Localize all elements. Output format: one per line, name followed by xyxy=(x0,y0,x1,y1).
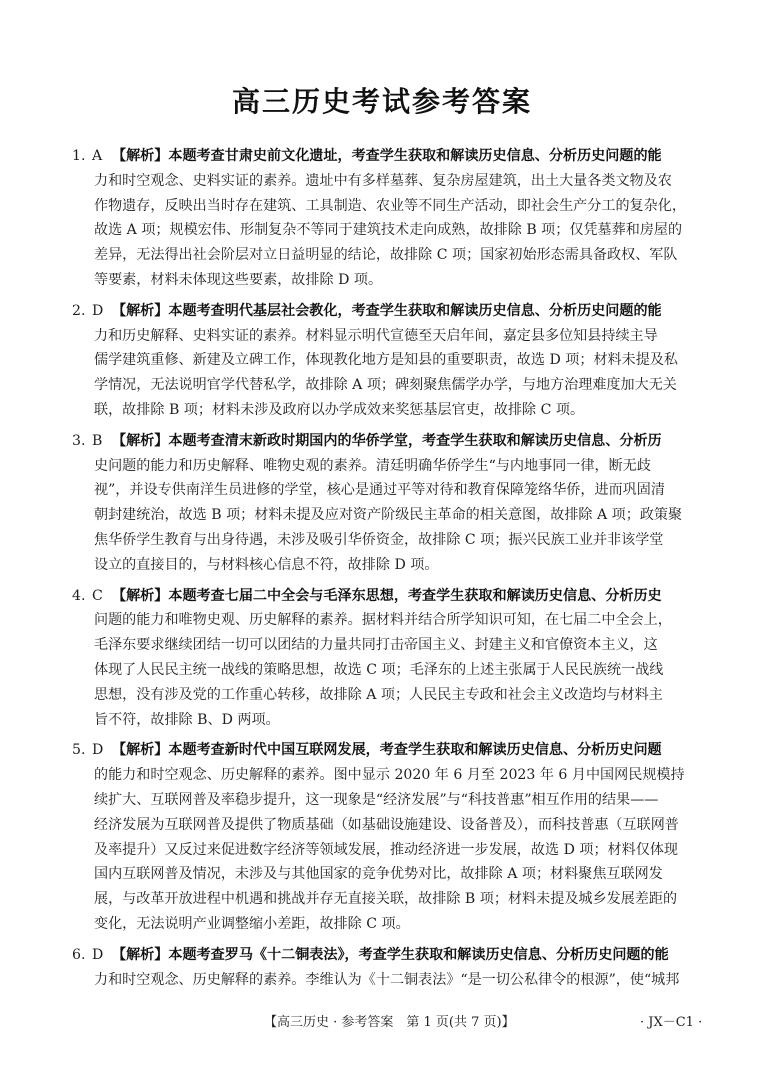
analysis-tag: 【解析】 xyxy=(112,946,169,963)
answer-first-line xyxy=(72,584,700,609)
answer-text-line: 朝封建统治，故选 B 项；材料未提及应对资产阶级民主革命的相关意图，故排除 A 项；政策聚 xyxy=(94,507,683,524)
answer-text-line: 设立的直接目的，与材料核心信息不符，故排除 D 项。 xyxy=(94,556,439,573)
answer-first-line xyxy=(72,738,700,763)
answer-text-line: 力和历史解释、史料实证的素养。材料显示明代宣德至天启年间，嘉定县多位知县持续主导 xyxy=(94,327,658,344)
answer-first-line xyxy=(72,943,700,968)
answer-item xyxy=(72,584,700,733)
answer-text-line: 联，故排除 B 项；材料未涉及政府以办学成效来奖惩基层官吏，故排除 C 项。 xyxy=(94,401,585,418)
answer-item xyxy=(72,943,700,993)
analysis-tag: 【解析】 xyxy=(112,302,169,319)
answer-choice: A xyxy=(92,148,103,164)
answer-text-line: 儒学建筑重修、新建及立碑工作，体现教化地方是知县的重要职责，故选 D 项；材料未提及私 xyxy=(94,352,679,369)
answer-text-line: 力和时空观念、史料实证的素养。遗址中有多样墓葬、复杂房屋建筑，出土大量各类文物及农 xyxy=(94,172,672,189)
answer-item xyxy=(72,738,700,936)
answer-text-line: 毛泽东要求继续团结一切可以团结的力量共同打击帝国主义、封建主义和官僚资本主义，这 xyxy=(94,637,658,654)
analysis-tag: 【解析】 xyxy=(112,742,169,759)
answer-choice: D xyxy=(92,946,104,963)
answer-text-line: 国内互联网普及情况，未涉及与其他国家的竞争优势对比，故排除 A 项；材料聚焦互联网发 xyxy=(94,866,663,883)
page-title: 高三历史考试参考答案 xyxy=(231,85,532,118)
analysis-lead: 本题考查新时代中国互联网发展，考查学生获取和解读历史信息、分析历史问题 xyxy=(168,742,662,759)
answer-choice: C xyxy=(92,587,103,604)
answer-item xyxy=(72,144,700,293)
analysis-lead: 本题考查清末新政时期国内的华侨学堂，考查学生获取和解读历史信息、分析历 xyxy=(168,432,662,449)
answer-text-line: 旨不符，故排除 B、D 两项。 xyxy=(94,711,280,728)
answer-number: 2. xyxy=(72,302,86,319)
answer-number: 4. xyxy=(72,587,86,604)
analysis-tag: 【解析】 xyxy=(112,432,169,449)
answer-text-line: 等要素，材料未体现这些要素，故排除 D 项。 xyxy=(94,271,383,288)
answer-first-line xyxy=(72,429,700,454)
page-footer xyxy=(0,1011,764,1033)
answer-number: 5. xyxy=(72,742,86,759)
answer-text-line: 思想，没有涉及党的工作重心转移，故排除 A 项；人民民主专政和社会主义改造均与材料主 xyxy=(94,686,663,703)
answer-text-line: 续扩大、互联网普及率稳步提升，这一现象是“经济发展”与“科技普惠”相互作用的结果—— xyxy=(94,791,659,808)
answer-text-line: 问题的能力和唯物史观、历史解释的素养。据材料并结合所学知识可知，在七届二中全会上， xyxy=(94,612,672,629)
answer-list xyxy=(72,144,700,998)
answer-text-line: 及率提升）又反过来促进数字经济等领域发展，推动经济进一步发展，故选 D 项；材料仅体现 xyxy=(94,841,679,858)
answer-text-line: 视”，并设专供南洋生员进修的学堂，核心是通过平等对待和教育保障笼络华侨，进而巩固清 xyxy=(94,482,665,499)
footer-code: · JX－C1 · xyxy=(640,1015,703,1030)
analysis-tag: 【解析】 xyxy=(112,587,169,604)
answer-text-line: 史问题的能力和历史解释、唯物史观的素养。清廷明确华侨学生“与内地事同一律，断无歧 xyxy=(94,457,651,474)
answer-choice: B xyxy=(92,432,103,449)
answer-text-line: 焦华侨学生教育与出身待遇，未涉及吸引华侨资金，故排除 C 项；振兴民族工业并非该学堂 xyxy=(94,531,664,548)
analysis-tag: 【解析】 xyxy=(112,148,169,164)
answer-text-line: 作物遗存，反映出当时存在建筑、工具制造、农业等不同生产活动，即社会生产分工的复杂化， xyxy=(94,197,686,214)
answer-choice: D xyxy=(92,302,104,319)
answer-first-line xyxy=(72,299,700,324)
answer-text-line: 力和时空观念、历史解释的素养。李维认为《十二铜表法》“是一切公私律令的根源”，使“城邦 xyxy=(94,971,680,988)
answer-choice: D xyxy=(92,742,104,759)
answer-first-line xyxy=(72,144,700,169)
answer-text-line: 体现了人民民主统一战线的策略思想，故选 C 项；毛泽东的上述主张属于人民民族统一战线 xyxy=(94,661,664,678)
analysis-lead: 本题考查甘肃史前文化遗址，考查学生获取和解读历史信息、分析历史问题的能 xyxy=(168,148,662,164)
answer-number: 6. xyxy=(72,946,86,963)
analysis-lead: 本题考查罗马《十二铜表法》，考查学生获取和解读历史信息、分析历史问题的能 xyxy=(168,946,669,963)
footer-page-info: 【高三历史 · 参考答案 第 1 页(共 7 页)】 xyxy=(264,1015,515,1030)
answer-text-line: 经济发展为互联网普及提供了物质基础（如基础设施建设、设备普及），而科技普惠（互联网普 xyxy=(94,816,679,833)
answer-item xyxy=(72,299,700,423)
answer-text-line: 故选 A 项；规模宏伟、形制复杂不等同于建筑技术走向成熟，故排除 B 项；仅凭墓葬和房屋的 xyxy=(94,222,683,239)
answer-text-line: 的能力和时空观念、历史解释的素养。图中显示 2020 年 6 月至 2023 年 6 月中国网民规模持 xyxy=(94,767,685,784)
answer-text-line: 变化，无法说明产业调整缩小差距，故排除 C 项。 xyxy=(94,915,410,932)
analysis-lead: 本题考查七届二中全会与毛泽东思想，考查学生获取和解读历史信息、分析历史 xyxy=(168,587,662,604)
answer-item xyxy=(72,429,700,578)
answer-text-line: 学情况，无法说明官学代替私学，故排除 A 项；碑刻聚焦儒学办学，与地方治理难度加大无关 xyxy=(94,377,677,394)
answer-number: 3. xyxy=(72,432,86,449)
analysis-lead: 本题考查明代基层社会教化，考查学生获取和解读历史信息、分析历史问题的能 xyxy=(168,302,662,319)
answer-text-line: 差异，无法得出社会阶层对立日益明显的结论，故排除 C 项；国家初始形态需具备政权、军队 xyxy=(94,247,678,264)
answer-text-line: 展，与改革开放进程中机遇和挑战并存无直接关联，故排除 B 项；材料未提及城乡发展差距的 xyxy=(94,891,678,908)
answer-number: 1. xyxy=(72,148,86,164)
